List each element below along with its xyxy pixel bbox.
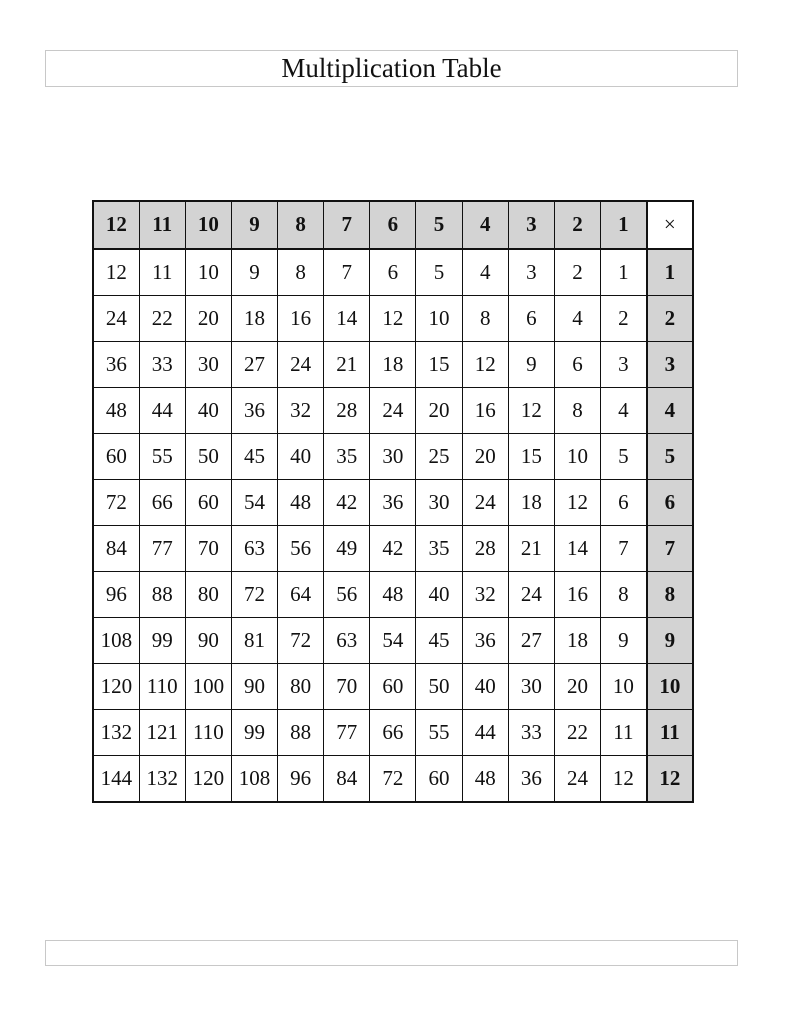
row-header: 6 — [647, 480, 693, 526]
product-cell: 84 — [324, 755, 370, 802]
column-header: 1 — [601, 201, 647, 249]
product-cell: 44 — [139, 388, 185, 434]
product-cell: 10 — [416, 296, 462, 342]
product-cell: 35 — [416, 525, 462, 571]
table-row — [93, 249, 693, 296]
row-header: 9 — [647, 617, 693, 663]
product-cell: 21 — [324, 342, 370, 388]
product-cell: 2 — [554, 249, 600, 296]
footer-frame — [45, 940, 738, 966]
product-cell: 60 — [370, 663, 416, 709]
product-cell: 12 — [370, 296, 416, 342]
row-header: 1 — [647, 249, 693, 296]
product-cell: 120 — [93, 663, 139, 709]
product-cell: 90 — [185, 617, 231, 663]
product-cell: 28 — [324, 388, 370, 434]
product-cell: 44 — [462, 709, 508, 755]
product-cell: 30 — [370, 434, 416, 480]
product-cell: 66 — [139, 480, 185, 526]
product-cell: 36 — [93, 342, 139, 388]
product-cell: 15 — [416, 342, 462, 388]
product-cell: 84 — [93, 525, 139, 571]
product-cell: 144 — [93, 755, 139, 802]
product-cell: 24 — [93, 296, 139, 342]
row-header: 12 — [647, 755, 693, 802]
multiplication-table — [92, 200, 694, 803]
product-cell: 22 — [139, 296, 185, 342]
row-header: 11 — [647, 709, 693, 755]
product-cell: 63 — [324, 617, 370, 663]
product-cell: 12 — [93, 249, 139, 296]
product-cell: 36 — [231, 388, 277, 434]
product-cell: 6 — [508, 296, 554, 342]
product-cell: 40 — [185, 388, 231, 434]
product-cell: 20 — [462, 434, 508, 480]
product-cell: 4 — [601, 388, 647, 434]
product-cell: 30 — [508, 663, 554, 709]
product-cell: 45 — [231, 434, 277, 480]
product-cell: 70 — [185, 525, 231, 571]
product-cell: 88 — [139, 571, 185, 617]
product-cell: 100 — [185, 663, 231, 709]
product-cell: 14 — [554, 525, 600, 571]
product-cell: 9 — [508, 342, 554, 388]
product-cell: 3 — [601, 342, 647, 388]
product-cell: 110 — [185, 709, 231, 755]
product-cell: 45 — [416, 617, 462, 663]
table-row — [93, 434, 693, 480]
product-cell: 56 — [324, 571, 370, 617]
table-row — [93, 296, 693, 342]
product-cell: 60 — [185, 480, 231, 526]
product-cell: 9 — [601, 617, 647, 663]
product-cell: 77 — [139, 525, 185, 571]
product-cell: 24 — [554, 755, 600, 802]
product-cell: 36 — [508, 755, 554, 802]
multiplication-table-body — [93, 201, 693, 802]
product-cell: 80 — [278, 663, 324, 709]
product-cell: 15 — [508, 434, 554, 480]
table-row — [93, 755, 693, 802]
product-cell: 18 — [508, 480, 554, 526]
product-cell: 108 — [231, 755, 277, 802]
product-cell: 72 — [278, 617, 324, 663]
table-row — [93, 663, 693, 709]
product-cell: 3 — [508, 249, 554, 296]
product-cell: 6 — [601, 480, 647, 526]
table-row — [93, 342, 693, 388]
product-cell: 22 — [554, 709, 600, 755]
product-cell: 132 — [93, 709, 139, 755]
row-header: 3 — [647, 342, 693, 388]
product-cell: 66 — [370, 709, 416, 755]
column-header: 8 — [278, 201, 324, 249]
product-cell: 80 — [185, 571, 231, 617]
multiply-symbol: × — [647, 201, 693, 249]
product-cell: 14 — [324, 296, 370, 342]
product-cell: 10 — [185, 249, 231, 296]
product-cell: 24 — [370, 388, 416, 434]
product-cell: 96 — [93, 571, 139, 617]
product-cell: 16 — [278, 296, 324, 342]
product-cell: 99 — [231, 709, 277, 755]
product-cell: 32 — [278, 388, 324, 434]
product-cell: 12 — [508, 388, 554, 434]
product-cell: 20 — [554, 663, 600, 709]
product-cell: 7 — [324, 249, 370, 296]
product-cell: 121 — [139, 709, 185, 755]
product-cell: 72 — [370, 755, 416, 802]
product-cell: 2 — [601, 296, 647, 342]
product-cell: 16 — [554, 571, 600, 617]
product-cell: 16 — [462, 388, 508, 434]
product-cell: 27 — [231, 342, 277, 388]
table-row — [93, 388, 693, 434]
product-cell: 72 — [93, 480, 139, 526]
column-header: 4 — [462, 201, 508, 249]
product-cell: 11 — [601, 709, 647, 755]
product-cell: 40 — [278, 434, 324, 480]
product-cell: 90 — [231, 663, 277, 709]
product-cell: 35 — [324, 434, 370, 480]
product-cell: 30 — [185, 342, 231, 388]
row-header: 8 — [647, 571, 693, 617]
product-cell: 7 — [601, 525, 647, 571]
product-cell: 36 — [462, 617, 508, 663]
product-cell: 55 — [416, 709, 462, 755]
product-cell: 10 — [601, 663, 647, 709]
product-cell: 63 — [231, 525, 277, 571]
column-header-row — [93, 201, 693, 249]
product-cell: 8 — [601, 571, 647, 617]
product-cell: 81 — [231, 617, 277, 663]
product-cell: 28 — [462, 525, 508, 571]
product-cell: 55 — [139, 434, 185, 480]
product-cell: 24 — [462, 480, 508, 526]
product-cell: 56 — [278, 525, 324, 571]
product-cell: 36 — [370, 480, 416, 526]
column-header: 7 — [324, 201, 370, 249]
product-cell: 24 — [508, 571, 554, 617]
product-cell: 40 — [462, 663, 508, 709]
product-cell: 1 — [601, 249, 647, 296]
title-frame — [45, 50, 738, 87]
product-cell: 5 — [601, 434, 647, 480]
product-cell: 5 — [416, 249, 462, 296]
product-cell: 4 — [462, 249, 508, 296]
row-header: 2 — [647, 296, 693, 342]
product-cell: 88 — [278, 709, 324, 755]
product-cell: 4 — [554, 296, 600, 342]
table-row — [93, 709, 693, 755]
product-cell: 132 — [139, 755, 185, 802]
column-header: 2 — [554, 201, 600, 249]
product-cell: 120 — [185, 755, 231, 802]
product-cell: 18 — [554, 617, 600, 663]
product-cell: 54 — [231, 480, 277, 526]
table-row — [93, 571, 693, 617]
product-cell: 42 — [370, 525, 416, 571]
product-cell: 33 — [508, 709, 554, 755]
product-cell: 60 — [416, 755, 462, 802]
page-title: Multiplication Table — [281, 53, 502, 83]
row-header: 4 — [647, 388, 693, 434]
product-cell: 18 — [370, 342, 416, 388]
product-cell: 25 — [416, 434, 462, 480]
product-cell: 6 — [370, 249, 416, 296]
table-row — [93, 480, 693, 526]
product-cell: 60 — [93, 434, 139, 480]
product-cell: 77 — [324, 709, 370, 755]
product-cell: 21 — [508, 525, 554, 571]
product-cell: 20 — [416, 388, 462, 434]
product-cell: 12 — [601, 755, 647, 802]
product-cell: 12 — [554, 480, 600, 526]
table-row — [93, 617, 693, 663]
product-cell: 72 — [231, 571, 277, 617]
product-cell: 30 — [416, 480, 462, 526]
product-cell: 24 — [278, 342, 324, 388]
product-cell: 70 — [324, 663, 370, 709]
row-header: 10 — [647, 663, 693, 709]
product-cell: 8 — [278, 249, 324, 296]
product-cell: 9 — [231, 249, 277, 296]
column-header: 10 — [185, 201, 231, 249]
product-cell: 49 — [324, 525, 370, 571]
product-cell: 110 — [139, 663, 185, 709]
column-header: 11 — [139, 201, 185, 249]
product-cell: 8 — [462, 296, 508, 342]
table-row — [93, 525, 693, 571]
product-cell: 18 — [231, 296, 277, 342]
product-cell: 64 — [278, 571, 324, 617]
product-cell: 8 — [554, 388, 600, 434]
product-cell: 33 — [139, 342, 185, 388]
product-cell: 48 — [93, 388, 139, 434]
product-cell: 6 — [554, 342, 600, 388]
column-header: 12 — [93, 201, 139, 249]
row-header: 5 — [647, 434, 693, 480]
product-cell: 48 — [370, 571, 416, 617]
column-header: 5 — [416, 201, 462, 249]
product-cell: 108 — [93, 617, 139, 663]
product-cell: 20 — [185, 296, 231, 342]
product-cell: 40 — [416, 571, 462, 617]
column-header: 3 — [508, 201, 554, 249]
product-cell: 12 — [462, 342, 508, 388]
column-header: 6 — [370, 201, 416, 249]
product-cell: 32 — [462, 571, 508, 617]
product-cell: 50 — [185, 434, 231, 480]
product-cell: 48 — [462, 755, 508, 802]
product-cell: 48 — [278, 480, 324, 526]
product-cell: 96 — [278, 755, 324, 802]
product-cell: 42 — [324, 480, 370, 526]
product-cell: 99 — [139, 617, 185, 663]
product-cell: 54 — [370, 617, 416, 663]
product-cell: 50 — [416, 663, 462, 709]
product-cell: 11 — [139, 249, 185, 296]
column-header: 9 — [231, 201, 277, 249]
row-header: 7 — [647, 525, 693, 571]
product-cell: 27 — [508, 617, 554, 663]
product-cell: 10 — [554, 434, 600, 480]
